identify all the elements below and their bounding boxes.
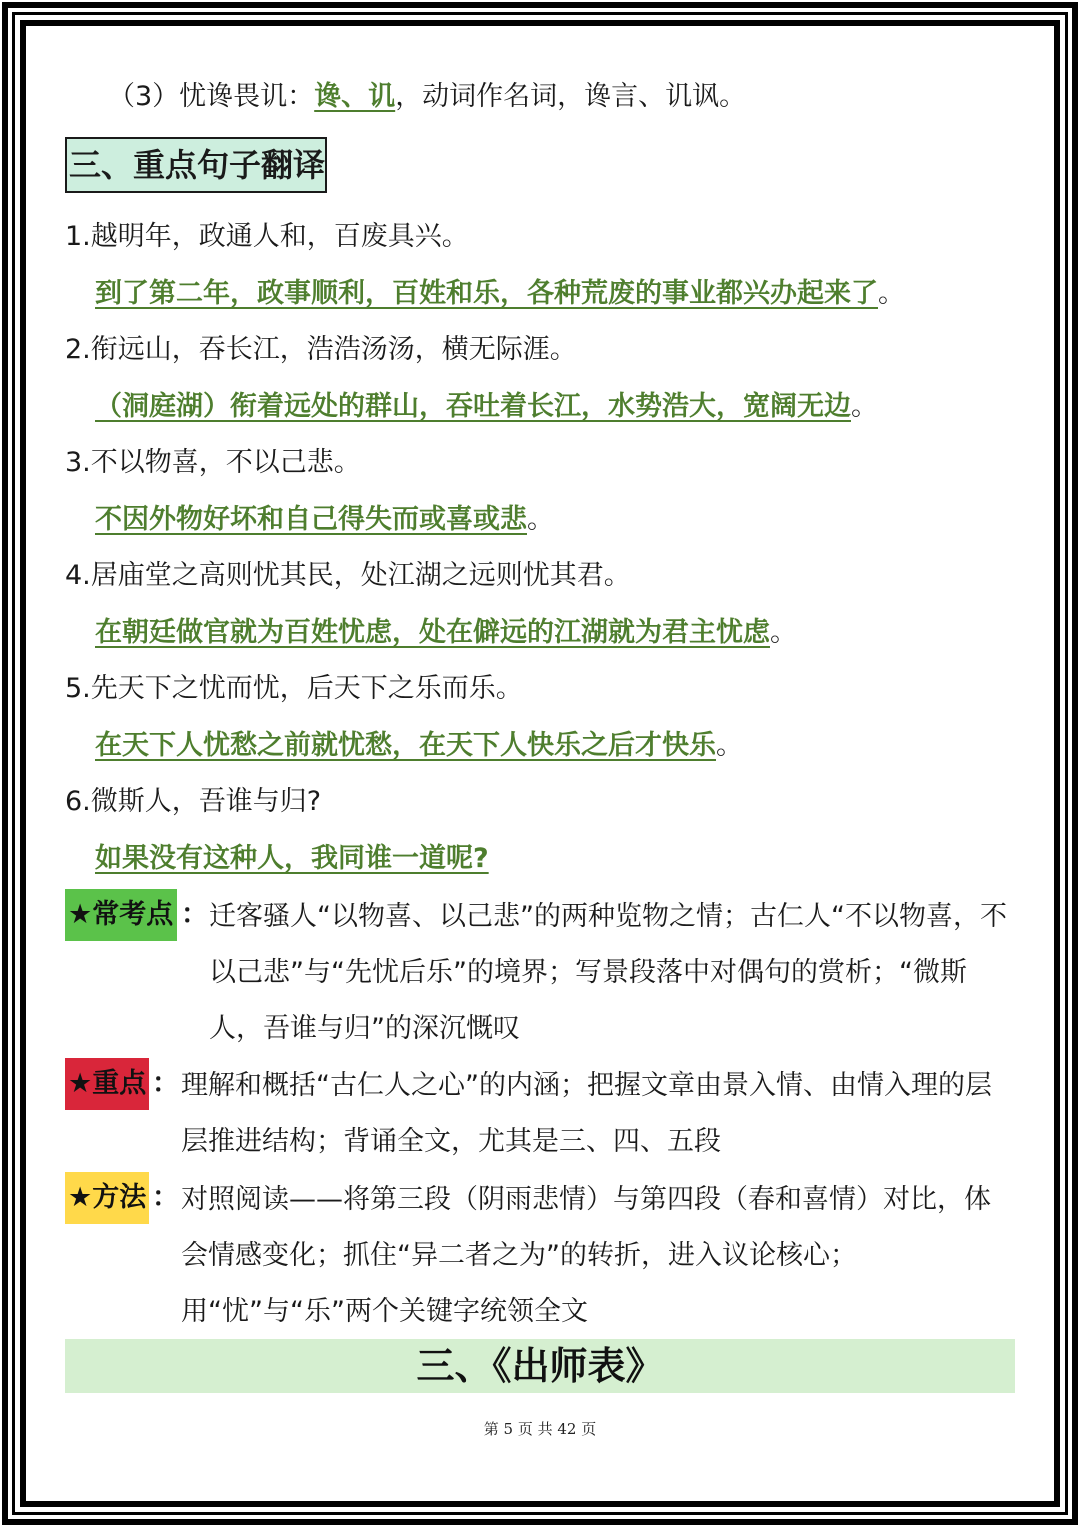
zhongdian-text: 理解和概括“古仁人之心”的内涵；把握文章由景入情、由情入理的层层推进结构；背诵全文，尤其是三、四、五段 [181, 1070, 992, 1157]
translation-2-end: 。 [851, 391, 878, 422]
translation-6-text: 如果没有这种人，我同谁一道呢? [95, 843, 489, 874]
translation-1 [95, 274, 905, 314]
section-title: 三、重点句子翻译 [65, 137, 327, 193]
translation-5 [95, 726, 743, 766]
translation-3-text: 不因外物好坏和自己得失而或喜或悲 [95, 504, 527, 535]
translation-5-end: 。 [716, 730, 743, 761]
fangfa-colon: ： [152, 1182, 179, 1213]
sentence-6: 6.微斯人，吾谁与归? [65, 786, 322, 817]
translation-6 [95, 839, 489, 879]
translation-5-text: 在天下人忧愁之前就忧愁，在天下人快乐之后才快乐 [95, 730, 716, 761]
fangfa-tag: ★方法 [65, 1172, 149, 1224]
translation-1-text: 到了第二年，政事顺利，百姓和乐，各种荒废的事业都兴办起来了 [95, 278, 878, 309]
next-section-banner: 三、《出师表》 [65, 1339, 1015, 1393]
sentence-1: 1.越明年，政通人和，百废具兴。 [65, 221, 469, 252]
intro-prefix: （3）忧谗畏讥： [108, 81, 315, 112]
translation-4-end: 。 [770, 617, 797, 648]
sentence-4: 4.居庙堂之高则忧其民，处江湖之远则忧其君。 [65, 560, 631, 591]
translation-1-end: 。 [878, 278, 905, 309]
sentence-2: 2.衔远山，吞长江，浩浩汤汤，横无际涯。 [65, 334, 577, 365]
intro-highlight: 谗、讥 [314, 81, 396, 112]
sentence-3: 3.不以物喜，不以己悲。 [65, 447, 361, 478]
translation-2-text: （洞庭湖）衔着远处的群山，吞吐着长江，水势浩大，宽阔无边 [95, 391, 851, 422]
translation-3 [95, 500, 554, 540]
translation-4 [95, 613, 797, 653]
intro-line [108, 77, 746, 117]
page-footer: 第 5 页 共 42 页 [483, 1420, 597, 1438]
zhongdian-colon: ： [152, 1068, 179, 1099]
changkao-tag: ★常考点 [65, 889, 177, 941]
intro-suffix: ，动词作名词，谗言、讥讽。 [395, 81, 747, 112]
translation-4-text: 在朝廷做官就为百姓忧虑，处在僻远的江湖就为君主忧虑 [95, 617, 770, 648]
translation-2 [95, 387, 878, 427]
changkao-text: 迁客骚人“以物喜、以己悲”的两种览物之情；古仁人“不以物喜，不以己悲”与“先忧后乐”的境界；写景段落中对偶句的赏析；“微斯人，吾谁与归”的深沉慨叹 [209, 901, 1007, 1044]
translation-3-end: 。 [527, 504, 554, 535]
zhongdian-tag: ★重点 [65, 1058, 149, 1110]
changkao-colon: ： [181, 899, 208, 930]
sentence-5: 5.先天下之忧而忧，后天下之乐而乐。 [65, 673, 523, 704]
fangfa-text: 对照阅读——将第三段（阴雨悲情）与第四段（春和喜情）对比，体会情感变化；抓住“异二者之为”的转折，进入议论核心；用“忧”与“乐”两个关键字统领全文 [181, 1184, 991, 1327]
